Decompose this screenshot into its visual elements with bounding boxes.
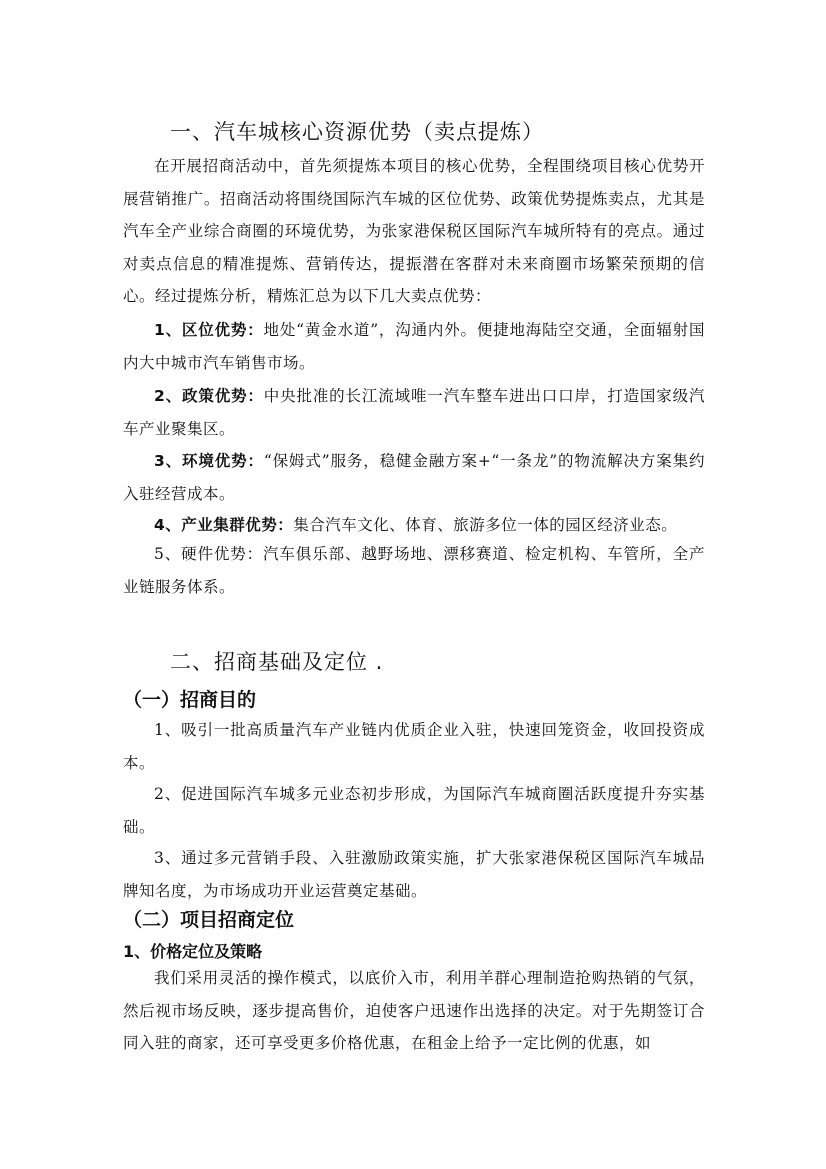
point-text: 中央批准的长江流域唯一汽车整车进出口口岸，打造国家级汽车产业聚集区。: [123, 387, 705, 438]
price-strategy-heading: 1、价格定位及策略: [123, 942, 263, 961]
section-1-heading: 一、汽车城核心资源优势（卖点提炼）: [170, 120, 544, 144]
point-text: “保姆式”服务，稳健金融方案+“一条龙”的物流解决方案集约入驻经营成本。: [123, 452, 705, 503]
point-location: [123, 314, 705, 379]
point-text: 集合汽车文化、体育、旅游多位一体的园区经济业态。: [293, 516, 678, 534]
subsection-purpose-heading: （一）招商目的: [123, 689, 257, 711]
point-label: 3、环境优势：: [154, 452, 264, 470]
purpose-item-2: 2、促进国际汽车城多元业态初步形成，为国际汽车城商圈活跃度提升夯实基础。: [123, 785, 705, 836]
point-label: 1、区位优势：: [154, 321, 264, 339]
point-hardware: [123, 538, 705, 603]
point-environment: [123, 445, 705, 510]
point-policy: [123, 380, 705, 445]
section-1-intro: 在开展招商活动中，首先须提炼本项目的核心优势，全程围绕项目核心优势开展营销推广。招商活动将围绕国际汽车城的区位优势、政策优势提炼卖点，尤其是汽车全产业综合商圈的环境优势，为张家港保税区国际汽车城所特有的亮点。通过对卖点信息的精准提炼、营销传达，提振潜在客群对未来商圈市场繁荣预期的信心。经过提炼分析，精炼汇总为以下几大卖点优势：: [123, 157, 705, 306]
subsection-positioning-heading: （二）项目招商定位: [123, 909, 295, 931]
purpose-item-3: 3、通过多元营销手段、入驻激励政策实施，扩大张家港保税区国际汽车城品牌知名度，为市场成功开业运营奠定基础。: [123, 849, 705, 900]
point-text: 地处“黄金水道”，沟通内外。便捷地海陆空交通，全面辐射国内大中城市汽车销售市场。: [123, 321, 705, 372]
point-label: 2、政策优势：: [154, 387, 264, 405]
point-label: 4、产业集群优势：: [154, 516, 294, 534]
section-2-heading: 二、招商基础及定位 .: [170, 650, 384, 674]
point-industry-cluster: [123, 509, 705, 542]
point-text: 5、硬件优势：汽车俱乐部、越野场地、漂移赛道、检定机构、车管所，全产业链服务体系。: [123, 545, 705, 596]
purpose-item-1: 1、吸引一批高质量汽车产业链内优质企业入驻，快速回笼资金，收回投资成本。: [123, 721, 705, 772]
price-strategy-text: 我们采用灵活的操作模式，以底价入市，利用羊群心理制造抢购热销的气氛，然后视市场反映，逐步提高售价，迫使客户迅速作出选择的决定。对于先期签订合同入驻的商家，还可享受更多价格优惠，在租金上给予一定比例的优惠，如: [123, 969, 705, 1053]
